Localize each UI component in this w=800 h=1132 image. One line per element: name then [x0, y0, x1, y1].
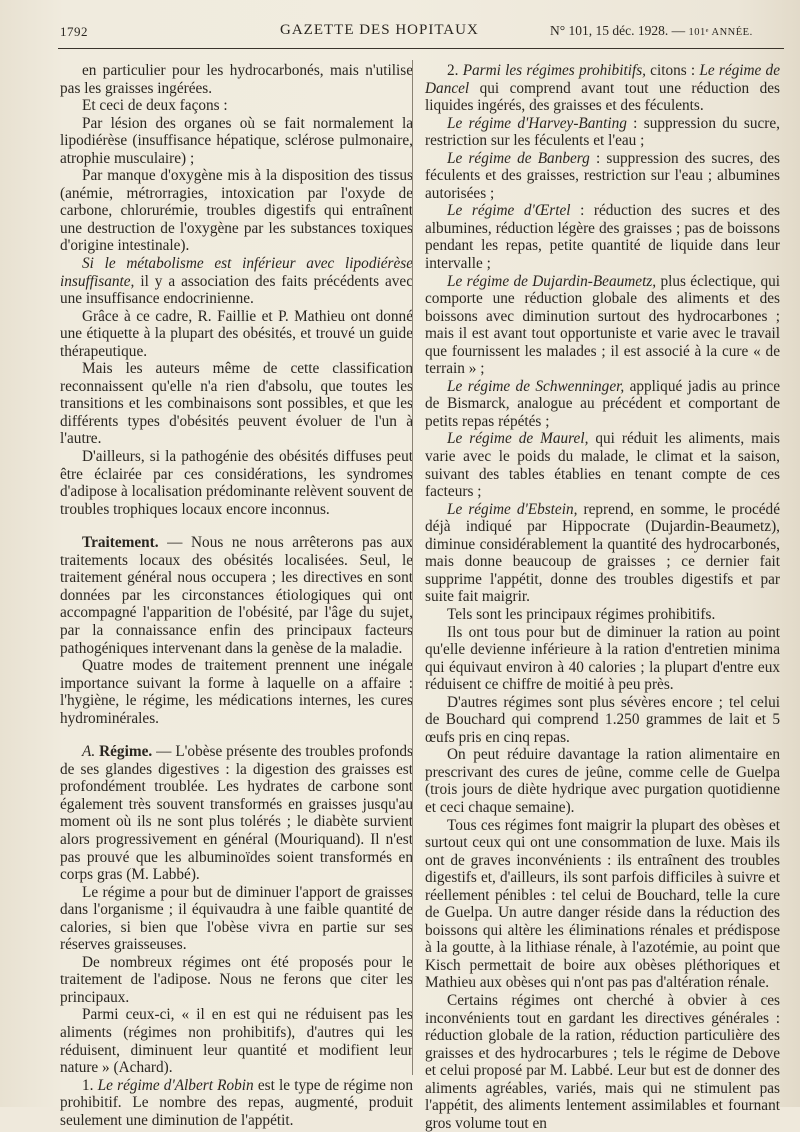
paragraph	[425, 202, 780, 272]
paragraph-text: plus éclectique, qui comporte une réduction globale des aliments et des boissons avec diminution surtout des hydrocarbones ; mais il est avant tout opportuniste et varie avec le travail que fournissent les malades ; il est associé à la cure « de terrain » ;	[425, 272, 780, 378]
paragraph-italic: Le régime d'Harvey-Banting	[447, 114, 627, 132]
paragraph-text: qui réduit les aliments, mais varie avec le poids du malade, le climat et la saison, suivant des tables établies en tenant compte de ces facteurs ;	[425, 430, 780, 501]
paragraph-text: Certains régimes ont cherché à obvier à ces inconvénients tout en gardant les directives générales : réduction globale de la ration, réduction particulière des graisses et des hydrocarbures ; tels le régime de Debove et celui proposé par M. Labbé. Leur but est de donner des aliments agréables, variés, mais qui ne stimulent pas l'appétit, des aliments lentement assimilables et fournant gros volume tout en	[425, 991, 780, 1132]
paragraph	[60, 115, 413, 168]
header-rule	[58, 48, 784, 49]
paragraph-text: Grâce à ce cadre, R. Faillie et P. Mathieu ont donné une étiquette à la plupart des obésités, et trouvé un guide thérapeutique.	[60, 307, 413, 360]
paragraph	[60, 167, 413, 255]
paragraph-text: Le régime a pour but de diminuer l'apport de graisses dans l'organisme ; il équivaudra à une faible quantité de calories, si bien que l'obèse vivra en partie sur ses réserves graisseuses.	[60, 883, 413, 954]
paragraph	[60, 743, 413, 883]
paragraph-text: il y a association des faits précédents avec une insuffisance endocrinienne.	[60, 272, 413, 308]
paragraph	[425, 992, 780, 1132]
paragraph-italic: Le régime d'Albert Robin	[97, 1076, 254, 1094]
paragraph	[425, 378, 780, 431]
year-label: 101ᵉ ANNÉE.	[688, 27, 753, 38]
paragraph-text: Quatre modes de traitement prennent une inégale importance suivant la forme à laquelle on a affaire : l'hygiène, le régime, les médications internes, les cures hydrominérales.	[60, 657, 413, 727]
paragraph	[60, 448, 413, 518]
paragraph	[60, 534, 413, 657]
paragraph-lead: 2.	[447, 62, 463, 79]
paragraph-lead: 1.	[82, 1076, 98, 1094]
paragraph-text: — Nous ne nous arrêterons pas aux traitements locaux des obésités localisées. Seul, le traitement général nous occupera ; les directives en sont données par les circonstances étiologiques qui ont accompagné l'apparition de l'obésité, par l'âge du sujet, par la connaissance enfin des principaux facteurs pathogéniques intervenant dans la genèse de la maladie.	[60, 534, 413, 657]
paragraph	[60, 657, 413, 727]
column-divider	[412, 60, 413, 1075]
paragraph	[60, 62, 413, 97]
paragraph-text: est le type de régime non prohibitif. Le nombre des repas, augmenté, produit seulement une diminution de l'appétit.	[60, 1076, 413, 1129]
paragraph-text: — L'obèse présente des troubles profonds de ses glandes digestives : la digestion des graisses est profondément troublée. Les hydrates de carbone sont également très souvent transformés en graisses jusqu'au moment où ils ne sont plus tolérés ; le diabète survient alors progressivement en général (Mouriquand). Il n'est pas prouvé que les albuminoïdes soient transformés en corps gras (M. Labbé).	[60, 743, 413, 884]
paragraph	[425, 430, 780, 500]
paragraph-text: D'ailleurs, si la pathogénie des obésités diffuses peut être éclairée par ces considérations, les syndromes d'adipose à localisation prédominante relèvent souvent de troubles trophiques locaux encore inconnus.	[60, 448, 413, 518]
paragraph	[425, 150, 780, 203]
paragraph	[425, 746, 780, 816]
paragraph	[60, 954, 413, 1007]
paragraph-italic: Le régime de Dujardin-Beaumetz,	[447, 272, 657, 290]
page-number: 1792	[60, 24, 88, 39]
paragraph	[425, 606, 780, 624]
paragraph-italic: Le régime de Schwenninger,	[447, 377, 625, 395]
paragraph-text: Tels sont les principaux régimes prohibitifs.	[447, 605, 716, 623]
paragraph-text: : suppression du sucre, restriction sur les féculents et l'eau ;	[425, 114, 780, 150]
paragraph-italic: Si le métabolisme est inférieur avec lipodiérèse insuffisante,	[60, 255, 413, 290]
right-column	[425, 62, 780, 1132]
left-column	[60, 62, 413, 1129]
paragraph-italic: Parmi les régimes prohibitifs,	[462, 62, 646, 79]
paragraph	[60, 97, 413, 115]
paragraph	[60, 1077, 413, 1130]
paragraph-italic: Le régime de Banberg	[447, 149, 590, 167]
issue-date: N° 101, 15 déc. 1928. —	[550, 23, 686, 38]
paragraph-text: en particulier pour les hydrocarbonés, mais n'utilise pas les graisses ingérées.	[60, 62, 413, 97]
journal-title: GAZETTE DES HOPITAUX	[280, 22, 479, 38]
paragraph-text: Et ceci de deux façons :	[82, 97, 228, 115]
paragraph-bold: Traitement.	[82, 534, 159, 552]
paragraph-text: Par manque d'oxygène mis à la disposition des tissus (anémie, métrorragies, intoxication par l'oxyde de carbone, chlorurémie, troubles digestifs qui entraînent une destruction de l'oxygène par les substances toxiques d'origine intestinale).	[60, 167, 413, 255]
paragraph	[425, 624, 780, 694]
paragraph-text: Parmi ceux-ci, « il en est qui ne réduisent pas les aliments (régimes non prohibitifs), d'autres qui les réduisent, diminuent leur quantité et modifient leur nature » (Achard).	[60, 1006, 413, 1077]
paragraph-italic: Le régime d'Ebstein,	[447, 500, 578, 518]
paragraph-text: : suppression des sucres, des féculents et des graisses, restriction sur l'eau ; albumines autorisées ;	[425, 149, 780, 202]
paragraph-italic: Le régime de Maurel,	[447, 430, 589, 448]
paragraph-bold: Régime.	[95, 743, 153, 761]
paragraph-text: reprend, en somme, le procédé déjà indiqué par Hippocrate (Dujardin-Beaumetz), diminue considérablement la quantité des hydrocarbonés, mais donne beaucoup de graisses ; ce dernier fait supprime l'appétit, donne des troubles digestifs et par suite fait maigrir.	[425, 500, 780, 606]
paragraph-italic: Le régime d'Œrtel	[447, 202, 571, 220]
paragraph-text: Tous ces régimes font maigrir la plupart des obèses et surtout ceux qui ont une consommation de luxe. Mais ils ont de graves inconvénients : ils entraînent des troubles digestifs et, d'ailleurs, ils sont parfois difficiles à suivre et réellement pénibles : tel celui de Bouchard, telle la cure de Guelpa. Un autre danger réside dans la réduction des boissons qui altère les éliminations rénales et prédispose à la goutte, à la lithiase rénale, à l'azotémie, au point que Kisch permettait de boire aux obèses pléthoriques et Mathieu aux obèses qui n'ont pas pas d'altération rénale.	[425, 816, 780, 992]
paragraph-text: citons :	[645, 62, 700, 79]
paragraph	[60, 308, 413, 361]
paragraph-text: Mais les auteurs même de cette classification reconnaissent qu'elle n'a rien d'absolu, que toutes les transitions et les combinaisons sont possibles, et que les différents types d'obésités peuvent évoluer de l'un à l'autre.	[60, 360, 413, 448]
paragraph	[425, 62, 780, 115]
paragraph-italic: Le régime de Dancel	[425, 62, 780, 97]
paragraph-text: : réduction des sucres et des albumines, réduction légère des graisses ; pas de boissons pendant les repas, petite quantité de liquide dans leur intervalle ;	[425, 202, 780, 273]
paragraph	[60, 360, 413, 448]
paragraph-text: De nombreux régimes ont été proposés pour le traitement de l'adipose. Nous ne ferons que citer les principaux.	[60, 953, 413, 1006]
page-header	[40, 18, 788, 46]
paragraph-text: Ils ont tous pour but de diminuer la ration au point qu'elle devienne inférieure à la ration d'entretien minima qui équivaut environ à 40 calories ; la plupart d'entre eux réduisent ce chiffre de moitié à peu près.	[425, 623, 780, 694]
paragraph-text: appliqué jadis au prince de Bismarck, analogue au précédent et comportant de petits repas répétés ;	[425, 377, 780, 430]
paragraph	[60, 884, 413, 954]
paragraph-text: qui comprend avant tout une réduction des liquides ingérés, des graisses et des féculents.	[425, 79, 780, 115]
issue-info	[550, 23, 753, 39]
paragraph-text: On peut réduire davantage la ration alimentaire en prescrivant des cures de jeûne, comme celle de Guelpa (trois jours de diète hydrique avec purgation quotidienne et ceci chaque semaine).	[425, 746, 780, 816]
paragraph	[425, 817, 780, 992]
paragraph-text: Par lésion des organes où se fait normalement la lipodiérèse (insuffisance hépatique, sclérose pulmonaire, atrophie musculaire) ;	[60, 114, 413, 167]
paragraph	[425, 115, 780, 150]
paragraph-text: D'autres régimes sont plus sévères encore ; tel celui de Bouchard qui comprend 1.250 grammes de lait et 5 œufs pris en cinq repas.	[425, 693, 780, 746]
paragraph	[60, 1006, 413, 1076]
paragraph	[425, 694, 780, 747]
paragraph-italic: A.	[82, 743, 96, 761]
paragraph	[425, 273, 780, 378]
paragraph	[425, 501, 780, 606]
paragraph	[60, 255, 413, 308]
